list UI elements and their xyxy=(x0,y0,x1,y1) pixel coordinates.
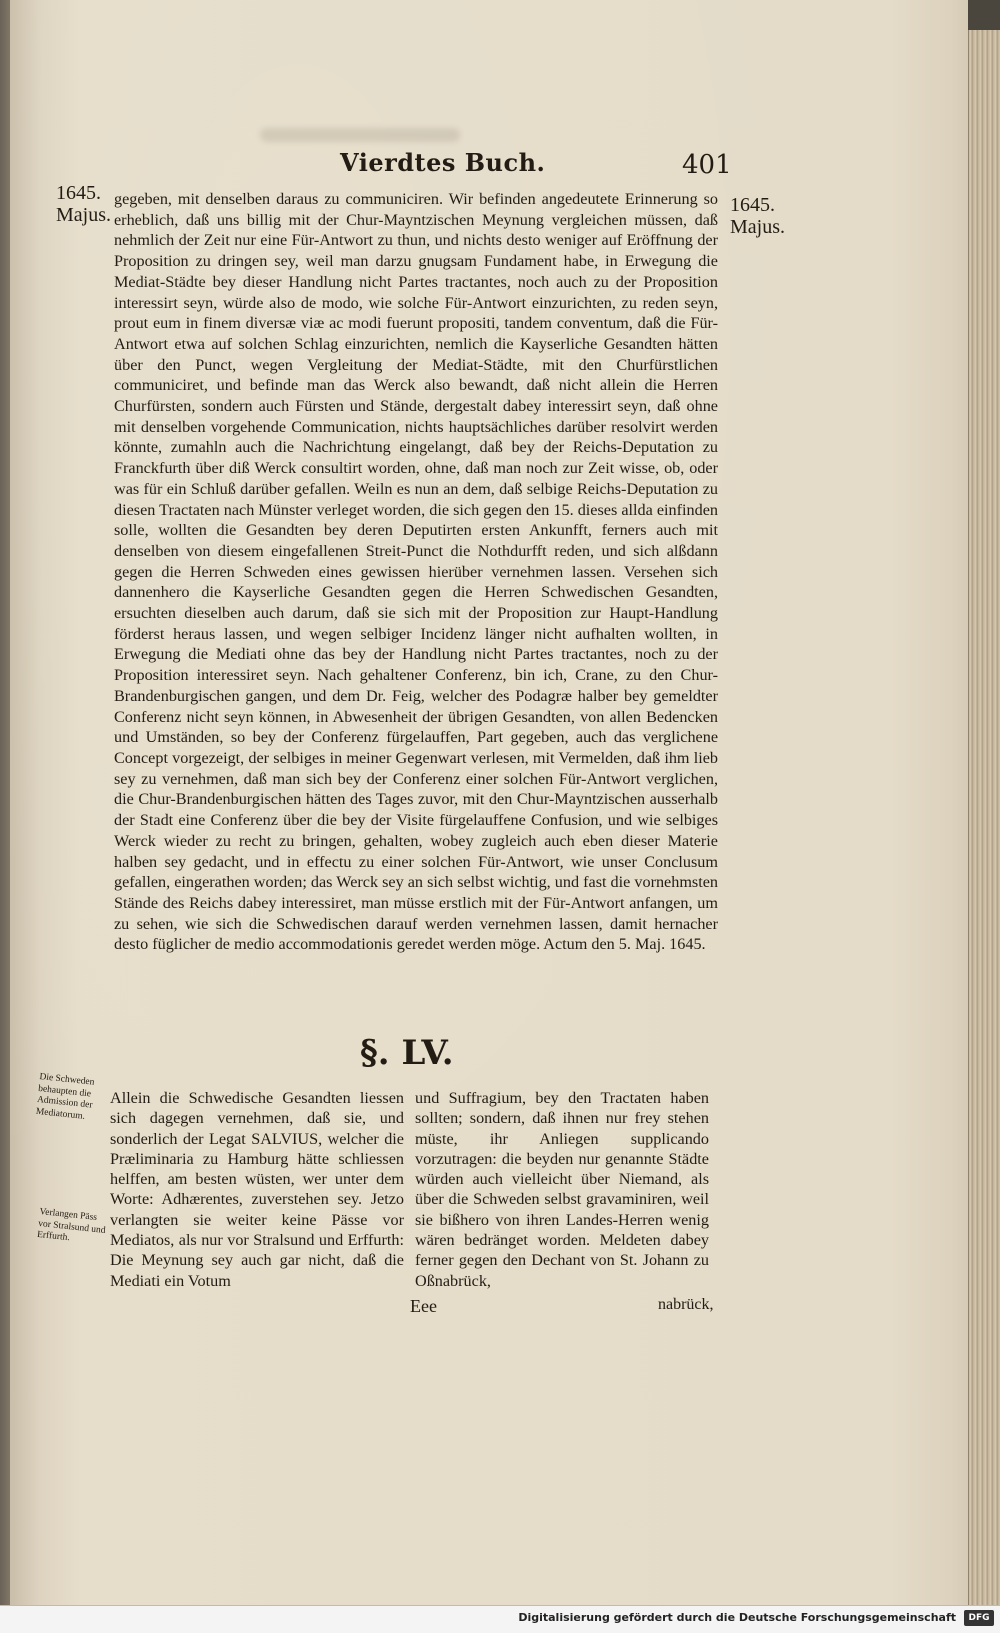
page-edge-top xyxy=(968,0,1000,30)
signature-mark: Eee xyxy=(410,1296,437,1316)
digitization-footer xyxy=(0,1605,1000,1633)
catchword: nabrück, xyxy=(658,1296,714,1313)
page-stack-edge xyxy=(968,30,1000,1605)
column-left-text: Allein die Schwedische Gesandten liessen sich dagegen vernehmen, daß sie, und sonderlich der Legat SALVIUS, welcher die Præliminaria zu Hamburg hätte schliessen helffen, am besten wüsten, wer unter dem Worte: Adhærentes, zuverstehen sey. Jetzo verlangten sie weiter keine Pässe vor Mediatos, als nur vor Stralsund und Erffurth: Die Meynung sey auch gar nicht, daß die Mediati ein Votum xyxy=(110,1089,404,1290)
margin-date-right: 1645. Majus. xyxy=(730,194,785,238)
digitization-note: Digitalisierung gefördert durch die Deutsche Forschungsgemeinschaft xyxy=(518,1611,956,1624)
page-number: 401 xyxy=(682,150,732,180)
marginal-note-1: Die Schweden behaupten die Admission der Mediatorum. xyxy=(35,1072,95,1122)
margin-date-left: 1645. Majus. xyxy=(56,182,111,226)
running-head: Vierdtes Buch. xyxy=(340,148,546,177)
main-body-text: gegeben, mit denselben daraus zu communiciren. Wir befinden angedeutete Erinnerung so erheblich, daß uns billig mit der Chur-Mayntzischen Meynung vergleichen müssen, daß nehmlich der Zeit nur eine Für-Antwort zu thun, und nichts desto weniger auf Eröffnung der Proposition zu dringen sey, weil man darzu gnugsam Fundament habe, in Erwegung die Mediat-Städte bey dieser Handlung nicht Partes tractantes, noch auch zu der Proposition interessirt seyn, würde also de modo, wie solche Für-Antwort einzurichten, zu reden seyn, prout eum in finem diversæ viæ ac modi fuerunt propositi, tandem conventum, daß die Für-Antwort etwa auf solchen Schlag einzurichten, nemlich die Kayserliche Gesandten hätten über den Punct, wegen Vergleitung der Mediat-Städte, mit den Churfürstlichen communiciret, und befinde man das Werck also bewandt, daß nicht allein die Herren Churfürsten, sondern auch Fürsten und Stände, dergestalt dabey interessirt seyn, daß ohne mit denselben vorgehende Communication, nichts hauptsächliches darüber resolvirt werden könnte, zumahln auch die Nachrichtung eingelangt, daß bey der Reichs-Deputation zu Franckfurth über diß Werck consultirt worden, ohne, daß man noch zur Zeit wisse, ob, oder was für ein Schluß darüber gefallen. Weiln es nun an dem, daß selbige Reichs-Deputation zu diesen Tractaten nach Münster verleget worden, die sich gegen den 15. dieses allda einfinden solle, wollten die Gesandten bey deren Deputirten ersten Ankunfft, ferners auch mit denselben von diesem eingefallenen Streit-Punct die Nothdurfft reden, und sich alßdann gegen die Herren Schweden eines gewissen hierüber vernehmen lassen. Versehen sich dannenhero die Kayserliche Gesandten gegen die Herren Schwedischen Gesandten, ersuchten dieselben auch darum, daß sie sich mit der Proposition zur Haupt-Handlung förderst heraus lassen, und wegen selbiger Incidenz länger nicht aufhalten wollten, in Erwegung die Mediati ohne das bey der Handlung nicht Partes tractantes, noch zu der Proposition interessiret seyn. Nach gehaltener Conferenz, bin ich, Crane, zu den Chur-Brandenburgischen gangen, und dem Dr. Feig, welcher des Podagræ halber bey gemeldter Conferenz nicht seyn können, in Abwesenheit der übrigen Gesandten, von allen Bedencken und Umständen, so bey der Conferenz fürgelauffen, Part gegeben, auch das verglichene Concept vorgezeigt, der selbiges in meiner Gegenwart verlesen, mit Vermelden, daß ihm lieb sey zu vernehmen, daß man sich bey der Conferenz einer solchen Für-Antwort verglichen, die Chur-Brandenburgischen hätten des Tages zuvor, mit den Chur-Mayntzischen ausserhalb der Stadt eine Conferenz über die bey der Visite fürgelauffene Confusion, und wie selbiges Werck wieder zu recht zu bringen, gehalten, wobey zugleich auch eben dieser Materie halben sey gedacht, und in effectu zu einer solchen Für-Antwort, wie unser Conclusum gefallen, eingerathen worden; das Werck sey an sich selbst wichtig, und fast die vornehmsten Stände des Reichs dabey interessiret, man müsse erstlich mit der Für-Antwort anfangen, um zu sehen, wie sich die Schwedischen darauf werden vernehmen lassen, damit hernacher desto füglicher de medio accommodationis geredet werden möge. Actum den 5. Maj. 1645. xyxy=(114,190,718,954)
bleed-through-smudge xyxy=(260,128,460,142)
section-heading: §. LV. xyxy=(360,1033,454,1073)
column-right-text: und Suffragium, bey den Tractaten haben sollten; sondern, daß ihnen nur frey stehen müste, ihr Anliegen supplicando vorzutragen: die beyden nur genannte Städte würden auch vielleicht über Niemand, als über die Schweden selbst gravaminiren, weil sie bißhero von ihren Landes-Herren wenig wären bedränget worden. Meldeten dabey ferner gegen den Dechant von St. Johann zu Oßnabrück, xyxy=(415,1089,709,1290)
book-page xyxy=(10,0,972,1605)
marginal-note-2: Verlangen Päss vor Stralsund und Erffurth. xyxy=(36,1207,106,1244)
dfg-logo-icon: DFG xyxy=(964,1610,994,1626)
